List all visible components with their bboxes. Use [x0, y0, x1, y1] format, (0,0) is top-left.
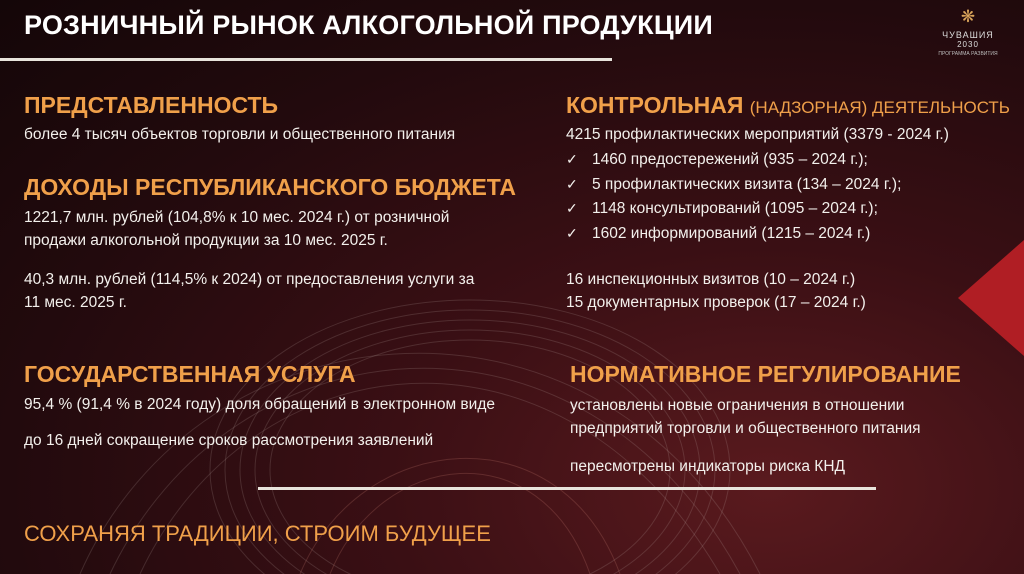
regulation-line-3: пересмотрены индикаторы риска КНД — [570, 458, 846, 475]
check-icon: ✓ — [566, 224, 578, 241]
service-line-2: до 16 дней сокращение сроков рассмотрения заявлений — [24, 432, 434, 449]
regulation-line-1: установлены новые ограничения в отношении — [570, 397, 905, 414]
logo-line-2: 2030 — [957, 40, 979, 49]
control-heading-main: КОНТРОЛЬНАЯ — [566, 92, 750, 118]
budget-heading: ДОХОДЫ РЕСПУБЛИКАНСКОГО БЮДЖЕТА — [24, 174, 516, 200]
logo-line-1: ЧУВАШИЯ — [942, 30, 994, 40]
list-item: ✓ 1460 предостережений (935 – 2024 г.); — [566, 147, 901, 172]
red-triangle-decoration — [958, 240, 1024, 356]
budget-line-4: 11 мес. 2025 г. — [24, 294, 127, 311]
control-heading-paren: (НАДЗОРНАЯ) ДЕЯТЕЛЬНОСТЬ — [749, 98, 1010, 117]
budget-line-1: 1221,7 млн. рублей (104,8% к 10 мес. 2024 г.) от розничной — [24, 209, 450, 226]
document-audits: 15 документарных проверок (17 – 2024 г.) — [566, 294, 866, 311]
page-title: РОЗНИЧНЫЙ РЫНОК АЛКОГОЛЬНОЙ ПРОДУКЦИИ — [24, 10, 713, 40]
regulation-heading: НОРМАТИВНОЕ РЕГУЛИРОВАНИЕ — [570, 361, 961, 387]
logo-line-3: ПРОГРАММА РАЗВИТИЯ — [938, 51, 998, 57]
control-summary: 4215 профилактических мероприятий (3379 - 2024 г.) — [566, 126, 949, 143]
representation-heading: ПРЕДСТАВЛЕННОСТЬ — [24, 92, 279, 118]
check-icon: ✓ — [566, 151, 578, 167]
check-icon: ✓ — [566, 200, 578, 216]
control-heading — [566, 92, 1010, 119]
service-heading: ГОСУДАРСТВЕННАЯ УСЛУГА — [24, 361, 356, 387]
list-item: ✓ 1602 информирований (1215 – 2024 г.) — [566, 221, 901, 246]
bottom-divider — [258, 487, 876, 490]
representation-text: более 4 тысяч объектов торговли и общественного питания — [24, 126, 456, 143]
title-underline — [0, 58, 612, 61]
budget-line-3: 40,3 млн. рублей (114,5% к 2024) от предоставления услуги за — [24, 271, 475, 288]
slogan: СОХРАНЯЯ ТРАДИЦИИ, СТРОИМ БУДУЩЕЕ — [24, 521, 491, 546]
list-item: ✓ 5 профилактических визита (134 – 2024 г.); — [566, 172, 901, 197]
logo — [928, 8, 1008, 64]
inspection-visits: 16 инспекционных визитов (10 – 2024 г.) — [566, 271, 856, 288]
logo-emblem-icon: ❋ — [960, 7, 976, 26]
budget-line-2: продажи алкогольной продукции за 10 мес. 2025 г. — [24, 232, 388, 249]
service-line-1: 95,4 % (91,4 % в 2024 году) доля обращений в электронном виде — [24, 396, 495, 413]
regulation-line-2: предприятий торговли и общественного питания — [570, 420, 921, 437]
control-list — [566, 147, 901, 245]
check-icon: ✓ — [566, 175, 578, 192]
list-item: ✓ 1148 консультирований (1095 – 2024 г.); — [566, 196, 901, 221]
